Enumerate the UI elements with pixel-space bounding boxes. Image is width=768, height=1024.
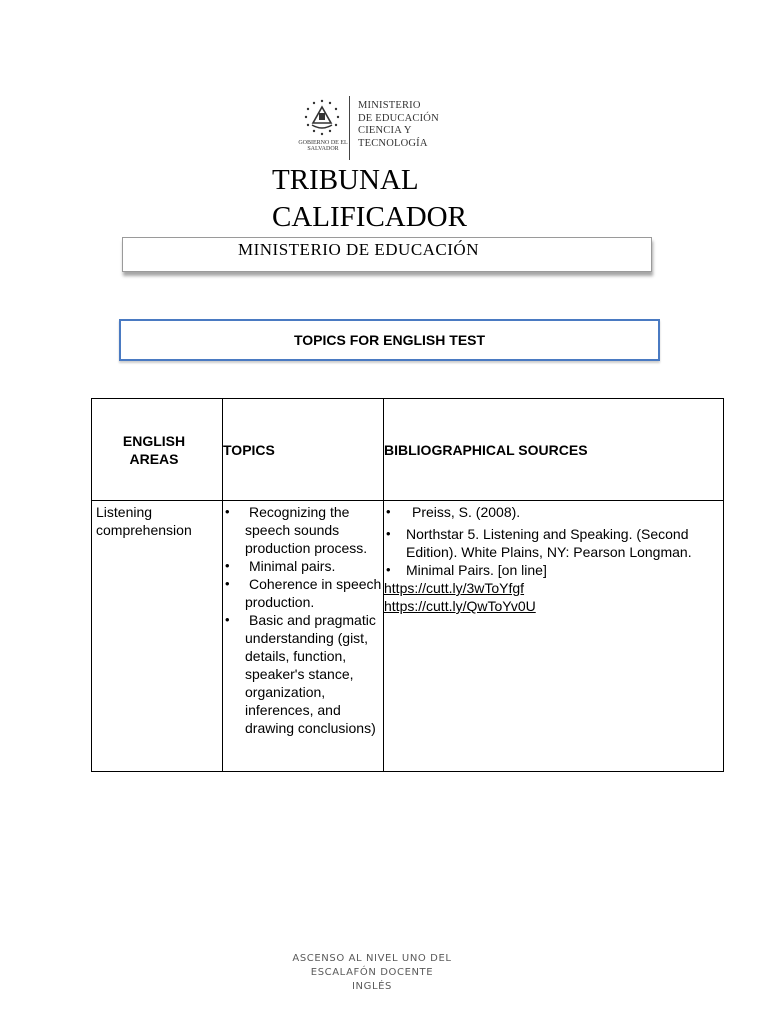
- source-item: • Northstar 5. Listening and Speaking. (Second Edition). White Plains, NY: Pearson Longman.: [384, 525, 723, 561]
- ministry-name: [358, 100, 439, 150]
- title-line: CALIFICADOR: [272, 201, 467, 233]
- header-english-areas: ENGLISH AREAS: [92, 399, 223, 501]
- topics-table: [91, 398, 724, 772]
- section-title-box: [119, 319, 660, 361]
- source-link[interactable]: https://cutt.ly/3wToYfgf: [384, 580, 525, 596]
- source-item: • Minimal Pairs. [on line]: [384, 561, 723, 579]
- table-header-row: [92, 399, 724, 501]
- subtitle: MINISTERIO DE EDUCACIÓN: [238, 240, 479, 259]
- header-topics: TOPICS: [223, 399, 384, 501]
- topic-item: • Coherence in speech production.: [223, 575, 383, 611]
- coat-of-arms-icon: [302, 98, 342, 138]
- source-item: • Preiss, S. (2008).: [384, 503, 723, 521]
- ministry-line: CIENCIA Y: [358, 125, 412, 137]
- topics-cell: [223, 501, 384, 772]
- header-sources: BIBLIOGRAPHICAL SOURCES: [384, 399, 724, 501]
- table-row: [92, 501, 724, 772]
- source-link[interactable]: https://cutt.ly/QwToYv0U: [384, 598, 536, 614]
- ministry-logo: [296, 94, 456, 160]
- section-title: TOPICS FOR ENGLISH TEST: [293, 332, 486, 348]
- ministry-line: TECNOLOGÍA: [358, 137, 428, 149]
- sources-cell: [384, 501, 724, 772]
- footer-line: INGLÉS: [351, 981, 393, 992]
- footer-text: [262, 952, 482, 994]
- subtitle-box: [122, 237, 652, 272]
- footer-line: ESCALAFÓN DOCENTE: [310, 967, 434, 978]
- footer-line: ASCENSO AL NIVEL UNO DEL: [292, 953, 452, 964]
- topic-item: • Minimal pairs.: [223, 557, 383, 575]
- topic-item: • Basic and pragmatic understanding (gist, details, function, speaker's stance, organization, inferences, and drawing conclusions): [223, 611, 383, 737]
- logo-divider: [349, 96, 350, 160]
- topic-item: • Recognizing the speech sounds production process.: [223, 503, 383, 557]
- ministry-line: MINISTERIO: [358, 100, 421, 111]
- government-text: GOBIERNO DE EL SALVADOR: [298, 140, 348, 152]
- title-line: TRIBUNAL: [272, 164, 419, 196]
- page-title: [272, 162, 467, 236]
- ministry-line: DE EDUCACIÓN: [358, 112, 439, 124]
- area-cell: Listening comprehension: [92, 501, 223, 772]
